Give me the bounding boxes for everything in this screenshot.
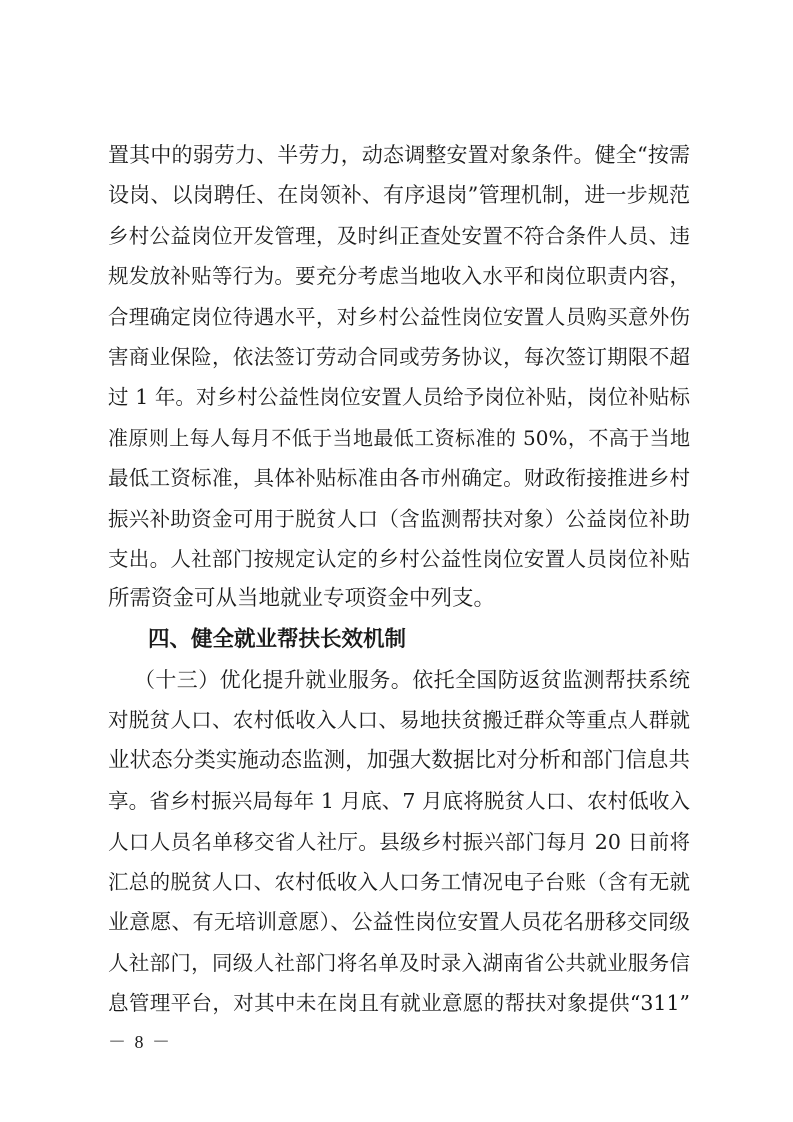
text-line: 业状态分类实施动态监测，加强大数据比对分析和部门信息共 [108,747,690,773]
text-line: 置其中的弱劳力、半劳力，动态调整安置对象条件。健全“按需 [108,143,690,167]
text-line: 设岗、以岗聘任、在岗领补、有序退岗”管理机制，进一步规范 [108,183,690,208]
page-number: － 8 － [108,1032,172,1052]
text-line: 对脱贫人口、农村低收入人口、易地扶贫搬迁群众等重点人群就 [108,708,690,733]
text-line: 乡村公益岗位开发管理，及时纠正查处安置不符合条件人员、违 [108,223,690,248]
text-line: 所需资金可从当地就业专项资金中列支。 [108,586,496,612]
text-line: 息管理平台，对其中未在岗且有就业意愿的帮扶对象提供“311” [108,991,690,1016]
text-line: 准原则上每人每月不低于当地最低工资标准的 50%，不高于当地 [108,425,690,450]
text-line: 人口人员名单移交省人社厅。县级乡村振兴部门每月 20 日前将 [108,829,690,854]
text-line: 汇总的脱贫人口、农村低收入人口务工情况电子台账（含有无就 [108,870,690,895]
text-line: 过 1 年。对乡村公益性岗位安置人员给予岗位补贴，岗位补贴标 [108,385,690,410]
section-heading: 四、健全就业帮扶长效机制 [148,626,407,652]
text-line: 最低工资标准，具体补贴标准由各市州确定。财政衔接推进乡村 [108,466,690,491]
text-line: 合理确定岗位待遇水平，对乡村公益性岗位安置人员购买意外伤 [108,304,690,329]
document-body [108,135,690,1024]
text-line: 人社部门，同级人社部门将名单及时录入湖南省公共就业服务信 [108,950,690,975]
paragraph-continuation [108,135,690,620]
text-line: 规发放补贴等行为。要充分考虑当地收入水平和岗位职责内容， [108,264,690,289]
text-line: 业意愿、有无培训意愿）、公益性岗位安置人员花名册移交同级 [108,910,690,935]
text-line: （十三）优化提升就业服务。依托全国防返贫监测帮扶系统 [134,668,690,693]
text-line: 支出。人社部门按规定认定的乡村公益性岗位安置人员岗位补贴 [108,546,690,571]
text-line: 享。省乡村振兴局每年 1 月底、7 月底将脱贫人口、农村低收入 [108,789,690,814]
paragraph-section-13 [108,660,690,1024]
text-line: 害商业保险，依法签订劳动合同或劳务协议，每次签订期限不超 [108,344,690,369]
text-line: 振兴补助资金可用于脱贫人口（含监测帮扶对象）公益岗位补助 [108,506,690,531]
